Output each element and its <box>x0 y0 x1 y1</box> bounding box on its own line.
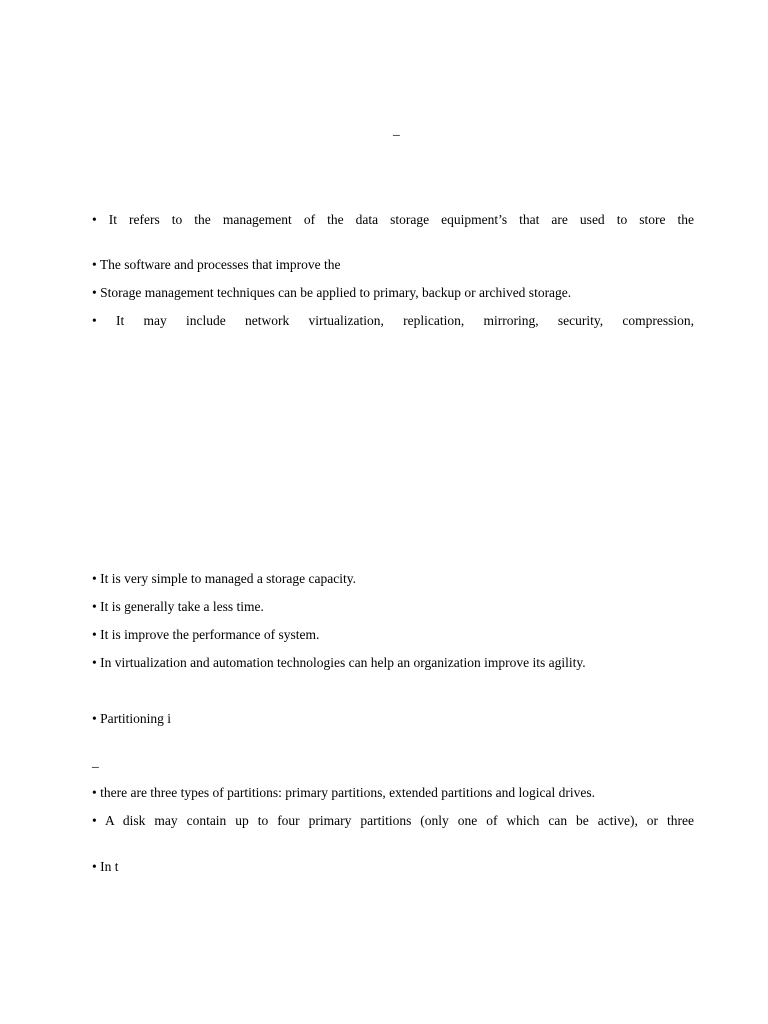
bullet-line: • The software and processes that improve the <box>92 257 341 272</box>
bullet-line: • It is improve the performance of system. <box>92 627 320 642</box>
bullet-line: • It refers to the management of the data storage equipment’s that are used to store the <box>92 212 694 227</box>
mid-mark: _ <box>92 754 99 769</box>
top-mark: _ <box>393 122 400 137</box>
bullet-line: • In virtualization and automation technologies can help an organization improve its agility. <box>92 655 586 670</box>
bullet-line: • It may include network virtualization, replication, mirroring, security, compression, <box>92 313 694 328</box>
bullet-line: • In t <box>92 859 119 874</box>
bullet-line: • It is very simple to managed a storage capacity. <box>92 571 357 586</box>
bullet-line: • It is generally take a less time. <box>92 599 264 614</box>
bullet-line: • Storage management techniques can be applied to primary, backup or archived storage. <box>92 285 572 300</box>
bullet-line: • Partitioning i <box>92 711 171 726</box>
bullet-line: • A disk may contain up to four primary partitions (only one of which can be active), or three <box>92 813 694 828</box>
bullet-line: • there are three types of partitions: primary partitions, extended partitions and logical drives. <box>92 785 595 800</box>
